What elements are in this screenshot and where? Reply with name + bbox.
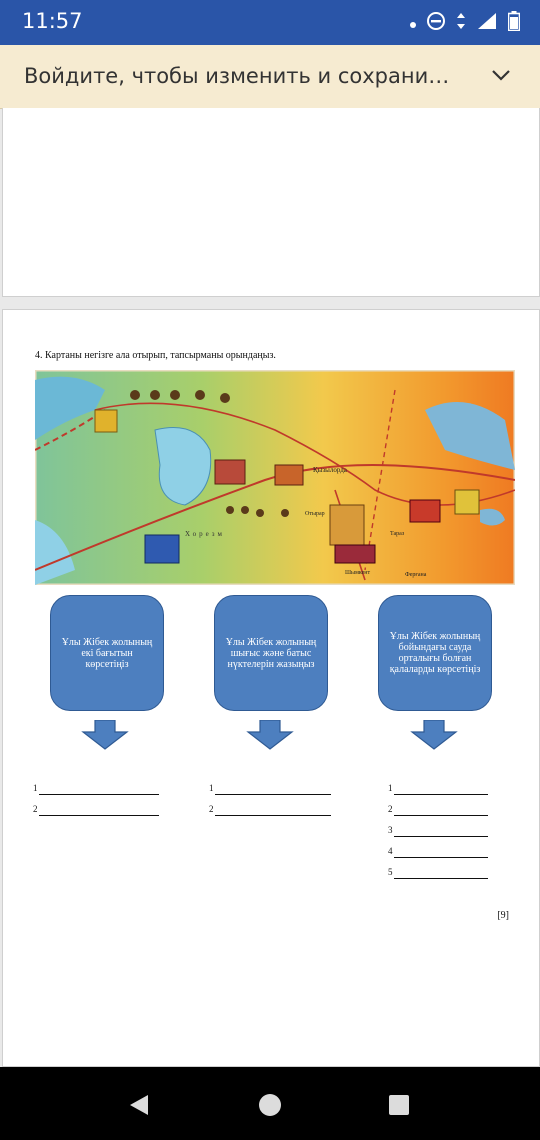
silk-road-map (35, 370, 515, 585)
notification-dot-icon (410, 15, 416, 33)
answer-line[interactable]: 1 (209, 783, 331, 795)
arrow-down-icon (410, 720, 458, 750)
home-icon[interactable] (258, 1093, 282, 1117)
status-bar (0, 0, 540, 45)
map-label-shymkent: Шымкент (345, 570, 371, 576)
recents-icon[interactable] (388, 1094, 410, 1116)
task-box-trade-cities: Ұлы Жібек жолының бойындағы сауда орталығы болған қалаларды көрсетіңіз (378, 595, 492, 711)
data-arrows-icon (456, 12, 466, 35)
map-label-taraz: Тараз (390, 531, 405, 537)
status-time: 11:57 (22, 9, 83, 33)
arrow-down-icon (81, 720, 129, 750)
sign-in-banner[interactable] (0, 45, 540, 109)
task-box-directions: Ұлы Жібек жолының екі бағытын көрсетіңіз (50, 595, 164, 711)
map-label-otyrar: Отырар (305, 511, 325, 517)
answer-line[interactable]: 1 (388, 783, 488, 795)
task-box-endpoints: Ұлы Жібек жолының шығыс және батыс нүктелерін жазыңыз (214, 595, 328, 711)
answer-line[interactable]: 2 (388, 804, 488, 816)
chevron-down-icon[interactable] (490, 67, 512, 88)
navigation-bar (0, 1067, 540, 1140)
battery-icon (508, 11, 520, 36)
signal-icon (476, 11, 498, 36)
document-page (2, 309, 540, 1067)
score-label: [9] (497, 910, 509, 921)
answer-line[interactable]: 1 (33, 783, 159, 795)
answer-line[interactable]: 4 (388, 846, 488, 858)
answer-line[interactable]: 2 (209, 804, 331, 816)
do-not-disturb-icon (426, 11, 446, 36)
arrow-down-icon (246, 720, 294, 750)
banner-text: Войдите, чтобы изменить и сохрани… (24, 64, 450, 88)
answer-line[interactable]: 3 (388, 825, 488, 837)
question-text: 4. Картаны негізге ала отырып, тапсырманы орындаңыз. (35, 350, 276, 361)
map-label-fergana: Ферғана (405, 572, 427, 578)
map-label-kyzylorda: Қызылорда (313, 466, 347, 474)
document-page-previous (2, 108, 540, 297)
status-icons (410, 11, 520, 36)
back-icon[interactable] (128, 1093, 150, 1117)
answer-line[interactable]: 5 (388, 867, 488, 879)
answer-line[interactable]: 2 (33, 804, 159, 816)
map-label-khorezm: Хорезм (185, 530, 225, 538)
